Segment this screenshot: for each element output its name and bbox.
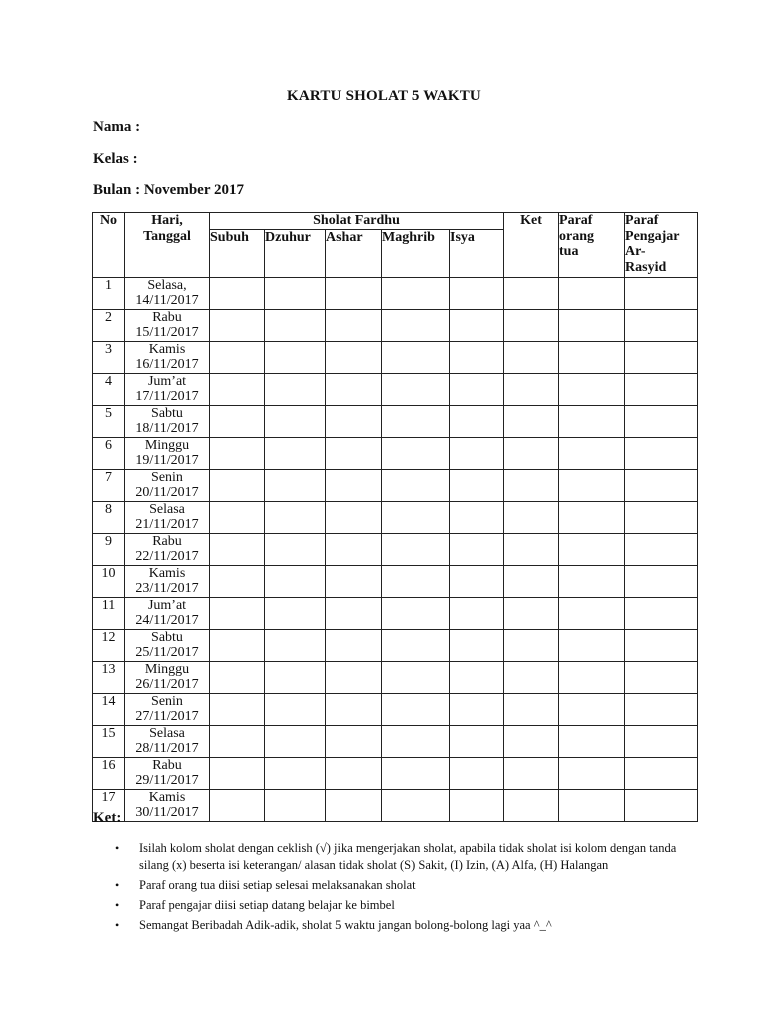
row-day: Rabu (152, 533, 182, 549)
maghrib-cell[interactable] (382, 597, 450, 629)
maghrib-cell[interactable] (382, 789, 450, 821)
row-day: Jum’at (147, 373, 187, 389)
table-row (93, 789, 698, 821)
paraf-orang-tua-cell[interactable] (559, 469, 625, 501)
ket-cell[interactable] (504, 437, 559, 469)
paraf-pengajar-cell[interactable] (625, 373, 698, 405)
row-day-date (125, 341, 210, 373)
row-number: 8 (93, 501, 125, 533)
row-number: 15 (93, 725, 125, 757)
row-date: 28/11/2017 (135, 741, 199, 756)
isya-cell[interactable] (450, 661, 504, 693)
subuh-cell[interactable] (210, 405, 265, 437)
notes-list (93, 840, 693, 937)
row-day: Kamis (148, 565, 186, 581)
isya-cell[interactable] (450, 565, 504, 597)
ashar-cell[interactable] (326, 661, 382, 693)
row-day: Jum’at (147, 597, 187, 613)
note-item (93, 917, 693, 934)
ashar-cell[interactable] (326, 533, 382, 565)
dzuhur-cell[interactable] (265, 277, 326, 309)
dzuhur-cell[interactable] (265, 469, 326, 501)
column-header-ashar: Ashar (326, 229, 382, 277)
maghrib-cell[interactable] (382, 309, 450, 341)
row-day: Senin (151, 469, 183, 485)
row-date: 14/11/2017 (135, 293, 199, 308)
row-day: Sabtu (151, 405, 183, 421)
ket-cell[interactable] (504, 725, 559, 757)
ket-cell[interactable] (504, 565, 559, 597)
row-number: 16 (93, 757, 125, 789)
bullet-icon: • (115, 878, 120, 892)
row-day-date (125, 533, 210, 565)
paraf-pengajar-cell[interactable] (625, 757, 698, 789)
row-date: 24/11/2017 (135, 613, 199, 628)
subuh-cell[interactable] (210, 373, 265, 405)
subuh-cell[interactable] (210, 693, 265, 725)
isya-cell[interactable] (450, 501, 504, 533)
maghrib-cell[interactable] (382, 565, 450, 597)
dzuhur-cell[interactable] (265, 661, 326, 693)
paraf-pengajar-cell[interactable] (625, 437, 698, 469)
column-header-maghrib: Maghrib (382, 229, 450, 277)
row-number: 3 (93, 341, 125, 373)
ashar-cell[interactable] (326, 629, 382, 661)
maghrib-cell[interactable] (382, 277, 450, 309)
bulan-field-label: Bulan : November 2017 (93, 182, 244, 198)
isya-cell[interactable] (450, 469, 504, 501)
row-date: 19/11/2017 (135, 453, 199, 468)
table-row (93, 469, 698, 501)
ashar-cell[interactable] (326, 341, 382, 373)
row-number: 7 (93, 469, 125, 501)
page-title: KARTU SHOLAT 5 WAKTU (287, 88, 481, 104)
subuh-cell[interactable] (210, 597, 265, 629)
table-row (93, 373, 698, 405)
maghrib-cell[interactable] (382, 437, 450, 469)
row-day: Selasa (149, 501, 185, 517)
row-date: 22/11/2017 (135, 549, 199, 564)
row-date: 17/11/2017 (135, 389, 199, 404)
paraf-ortu-line: Paraf (559, 213, 593, 228)
row-day-date (125, 469, 210, 501)
dzuhur-cell[interactable] (265, 341, 326, 373)
ket-cell[interactable] (504, 405, 559, 437)
isya-cell[interactable] (450, 341, 504, 373)
paraf-orang-tua-cell[interactable] (559, 277, 625, 309)
maghrib-cell[interactable] (382, 757, 450, 789)
ashar-cell[interactable] (326, 277, 382, 309)
paraf-orang-tua-cell[interactable] (559, 725, 625, 757)
table-row (93, 501, 698, 533)
maghrib-cell[interactable] (382, 373, 450, 405)
ashar-cell[interactable] (326, 789, 382, 821)
paraf-orang-tua-cell[interactable] (559, 501, 625, 533)
ashar-cell[interactable] (326, 693, 382, 725)
maghrib-cell[interactable] (382, 725, 450, 757)
dzuhur-cell[interactable] (265, 597, 326, 629)
ket-cell[interactable] (504, 789, 559, 821)
dzuhur-cell[interactable] (265, 693, 326, 725)
paraf-orang-tua-cell[interactable] (559, 661, 625, 693)
dzuhur-cell[interactable] (265, 725, 326, 757)
ashar-cell[interactable] (326, 437, 382, 469)
subuh-cell[interactable] (210, 277, 265, 309)
row-day-date (125, 629, 210, 661)
ashar-cell[interactable] (326, 565, 382, 597)
bullet-icon: • (115, 898, 120, 912)
bullet-icon: • (115, 841, 120, 855)
row-day-date (125, 789, 210, 821)
row-number: 1 (93, 277, 125, 309)
row-number: 2 (93, 309, 125, 341)
paraf-orang-tua-cell[interactable] (559, 309, 625, 341)
ashar-cell[interactable] (326, 373, 382, 405)
row-day-date (125, 565, 210, 597)
isya-cell[interactable] (450, 597, 504, 629)
paraf-pengajar-line: Ar- (625, 244, 646, 259)
subuh-cell[interactable] (210, 661, 265, 693)
ashar-cell[interactable] (326, 469, 382, 501)
note-item (93, 840, 693, 874)
row-day-date (125, 277, 210, 309)
ket-cell[interactable] (504, 469, 559, 501)
maghrib-cell[interactable] (382, 693, 450, 725)
subuh-cell[interactable] (210, 501, 265, 533)
row-day: Senin (151, 693, 183, 709)
column-header-no: No (93, 213, 125, 278)
isya-cell[interactable] (450, 789, 504, 821)
column-header-subuh: Subuh (210, 229, 265, 277)
paraf-orang-tua-cell[interactable] (559, 437, 625, 469)
table-row (93, 405, 698, 437)
table-row (93, 277, 698, 309)
paraf-orang-tua-cell[interactable] (559, 597, 625, 629)
note-item (93, 877, 693, 894)
dzuhur-cell[interactable] (265, 501, 326, 533)
paraf-orang-tua-cell[interactable] (559, 341, 625, 373)
row-date: 18/11/2017 (135, 421, 199, 436)
column-header-hari-tanggal (125, 213, 210, 278)
paraf-orang-tua-cell[interactable] (559, 693, 625, 725)
subuh-cell[interactable] (210, 757, 265, 789)
row-number: 17 (93, 789, 125, 821)
row-day: Minggu (144, 437, 190, 453)
column-header-paraf-pengajar (625, 213, 698, 278)
column-header-isya: Isya (450, 229, 504, 277)
dzuhur-cell[interactable] (265, 405, 326, 437)
row-day-date (125, 661, 210, 693)
row-date: 27/11/2017 (135, 709, 199, 724)
subuh-cell[interactable] (210, 309, 265, 341)
bullet-icon: • (115, 918, 120, 932)
table-row (93, 661, 698, 693)
paraf-orang-tua-cell[interactable] (559, 629, 625, 661)
ket-cell[interactable] (504, 693, 559, 725)
ket-cell[interactable] (504, 309, 559, 341)
table-row (93, 693, 698, 725)
row-date: 15/11/2017 (135, 325, 199, 340)
paraf-orang-tua-cell[interactable] (559, 789, 625, 821)
row-day-date (125, 693, 210, 725)
paraf-orang-tua-cell[interactable] (559, 373, 625, 405)
ket-cell[interactable] (504, 597, 559, 629)
isya-cell[interactable] (450, 757, 504, 789)
dzuhur-cell[interactable] (265, 629, 326, 661)
maghrib-cell[interactable] (382, 533, 450, 565)
row-number: 14 (93, 693, 125, 725)
paraf-pengajar-cell[interactable] (625, 341, 698, 373)
subuh-cell[interactable] (210, 789, 265, 821)
row-day: Minggu (144, 661, 190, 677)
maghrib-cell[interactable] (382, 405, 450, 437)
row-day: Selasa, (147, 277, 187, 293)
row-number: 6 (93, 437, 125, 469)
prayer-card-body (93, 277, 698, 821)
isya-cell[interactable] (450, 533, 504, 565)
row-date: 21/11/2017 (135, 517, 199, 532)
row-date: 25/11/2017 (135, 645, 199, 660)
paraf-pengajar-cell[interactable] (625, 725, 698, 757)
isya-cell[interactable] (450, 725, 504, 757)
row-day: Selasa (149, 725, 185, 741)
row-day: Rabu (152, 757, 182, 773)
table-row (93, 565, 698, 597)
paraf-pengajar-cell[interactable] (625, 693, 698, 725)
paraf-orang-tua-cell[interactable] (559, 757, 625, 789)
ket-cell[interactable] (504, 501, 559, 533)
table-row (93, 757, 698, 789)
row-day-date (125, 725, 210, 757)
isya-cell[interactable] (450, 277, 504, 309)
ket-cell[interactable] (504, 661, 559, 693)
row-day-date (125, 757, 210, 789)
subuh-cell[interactable] (210, 565, 265, 597)
table-row (93, 597, 698, 629)
paraf-pengajar-cell[interactable] (625, 277, 698, 309)
isya-cell[interactable] (450, 373, 504, 405)
column-header-ket: Ket (504, 213, 559, 278)
row-day-date (125, 309, 210, 341)
paraf-pengajar-cell[interactable] (625, 469, 698, 501)
kelas-field-label: Kelas : (93, 151, 138, 167)
subuh-cell[interactable] (210, 725, 265, 757)
paraf-pengajar-cell[interactable] (625, 405, 698, 437)
dzuhur-cell[interactable] (265, 309, 326, 341)
maghrib-cell[interactable] (382, 501, 450, 533)
row-number: 11 (93, 597, 125, 629)
subuh-cell[interactable] (210, 469, 265, 501)
subuh-cell[interactable] (210, 629, 265, 661)
column-header-hari-line: Hari, (151, 213, 183, 228)
row-day-date (125, 501, 210, 533)
row-date: 26/11/2017 (135, 677, 199, 692)
nama-field-label: Nama : (93, 119, 141, 135)
ashar-cell[interactable] (326, 309, 382, 341)
row-day: Kamis (148, 341, 186, 357)
row-day-date (125, 437, 210, 469)
paraf-orang-tua-cell[interactable] (559, 565, 625, 597)
paraf-pengajar-cell[interactable] (625, 661, 698, 693)
dzuhur-cell[interactable] (265, 565, 326, 597)
dzuhur-cell[interactable] (265, 437, 326, 469)
column-header-tanggal-line: Tanggal (143, 228, 191, 244)
row-number: 4 (93, 373, 125, 405)
row-number: 10 (93, 565, 125, 597)
row-day-date (125, 373, 210, 405)
paraf-pengajar-cell[interactable] (625, 309, 698, 341)
maghrib-cell[interactable] (382, 469, 450, 501)
ashar-cell[interactable] (326, 757, 382, 789)
prayer-card-table (92, 212, 698, 822)
ashar-cell[interactable] (326, 725, 382, 757)
isya-cell[interactable] (450, 693, 504, 725)
paraf-orang-tua-cell[interactable] (559, 533, 625, 565)
row-number: 13 (93, 661, 125, 693)
dzuhur-cell[interactable] (265, 533, 326, 565)
row-day: Kamis (148, 789, 186, 805)
notes-title: Ket: (93, 810, 122, 826)
row-date: 16/11/2017 (135, 357, 199, 372)
paraf-ortu-line: orang (559, 228, 595, 244)
ket-cell[interactable] (504, 533, 559, 565)
ket-cell[interactable] (504, 373, 559, 405)
subuh-cell[interactable] (210, 533, 265, 565)
ashar-cell[interactable] (326, 405, 382, 437)
paraf-pengajar-cell[interactable] (625, 629, 698, 661)
ashar-cell[interactable] (326, 501, 382, 533)
paraf-pengajar-cell[interactable] (625, 533, 698, 565)
table-row (93, 309, 698, 341)
paraf-pengajar-line: Rasyid (625, 259, 667, 275)
isya-cell[interactable] (450, 629, 504, 661)
paraf-pengajar-cell[interactable] (625, 565, 698, 597)
row-day: Rabu (152, 309, 182, 325)
row-date: 20/11/2017 (135, 485, 199, 500)
maghrib-cell[interactable] (382, 629, 450, 661)
dzuhur-cell[interactable] (265, 789, 326, 821)
note-text: Paraf orang tua diisi setiap selesai melaksanakan sholat (139, 878, 416, 892)
note-text: Isilah kolom sholat dengan ceklish (√) jika mengerjakan sholat, apabila tidak sholat isi kolom dengan tanda silang (x) beserta isi keterangan/ alasan tidak sholat (S) Sakit, (I) Izin, (A) Alfa, (H) Halangan (139, 841, 677, 872)
subuh-cell[interactable] (210, 341, 265, 373)
note-text: Semangat Beribadah Adik-adik, sholat 5 waktu jangan bolong-bolong lagi yaa ^_^ (139, 918, 552, 932)
subuh-cell[interactable] (210, 437, 265, 469)
ket-cell[interactable] (504, 629, 559, 661)
column-header-paraf-orang-tua (559, 213, 625, 278)
ket-cell[interactable] (504, 757, 559, 789)
dzuhur-cell[interactable] (265, 373, 326, 405)
row-number: 9 (93, 533, 125, 565)
isya-cell[interactable] (450, 437, 504, 469)
row-day: Sabtu (151, 629, 183, 645)
maghrib-cell[interactable] (382, 661, 450, 693)
note-text: Paraf pengajar diisi setiap datang belajar ke bimbel (139, 898, 395, 912)
row-number: 5 (93, 405, 125, 437)
paraf-ortu-line: tua (559, 244, 579, 259)
table-row (93, 629, 698, 661)
dzuhur-cell[interactable] (265, 757, 326, 789)
paraf-pengajar-cell[interactable] (625, 597, 698, 629)
isya-cell[interactable] (450, 405, 504, 437)
ashar-cell[interactable] (326, 597, 382, 629)
paraf-pengajar-line: Pengajar (625, 228, 680, 244)
paraf-pengajar-cell[interactable] (625, 789, 698, 821)
row-date: 30/11/2017 (135, 805, 199, 820)
table-row (93, 725, 698, 757)
row-date: 23/11/2017 (135, 581, 199, 596)
column-header-dzuhur: Dzuhur (265, 229, 326, 277)
table-row (93, 533, 698, 565)
paraf-orang-tua-cell[interactable] (559, 405, 625, 437)
column-header-sholat-fardhu: Sholat Fardhu (210, 213, 504, 230)
row-day-date (125, 597, 210, 629)
table-row (93, 437, 698, 469)
paraf-pengajar-cell[interactable] (625, 501, 698, 533)
isya-cell[interactable] (450, 309, 504, 341)
row-number: 12 (93, 629, 125, 661)
paraf-pengajar-line: Paraf (625, 213, 659, 228)
ket-cell[interactable] (504, 277, 559, 309)
maghrib-cell[interactable] (382, 341, 450, 373)
note-item (93, 897, 693, 914)
ket-cell[interactable] (504, 341, 559, 373)
row-day-date (125, 405, 210, 437)
row-date: 29/11/2017 (135, 773, 199, 788)
table-row (93, 341, 698, 373)
